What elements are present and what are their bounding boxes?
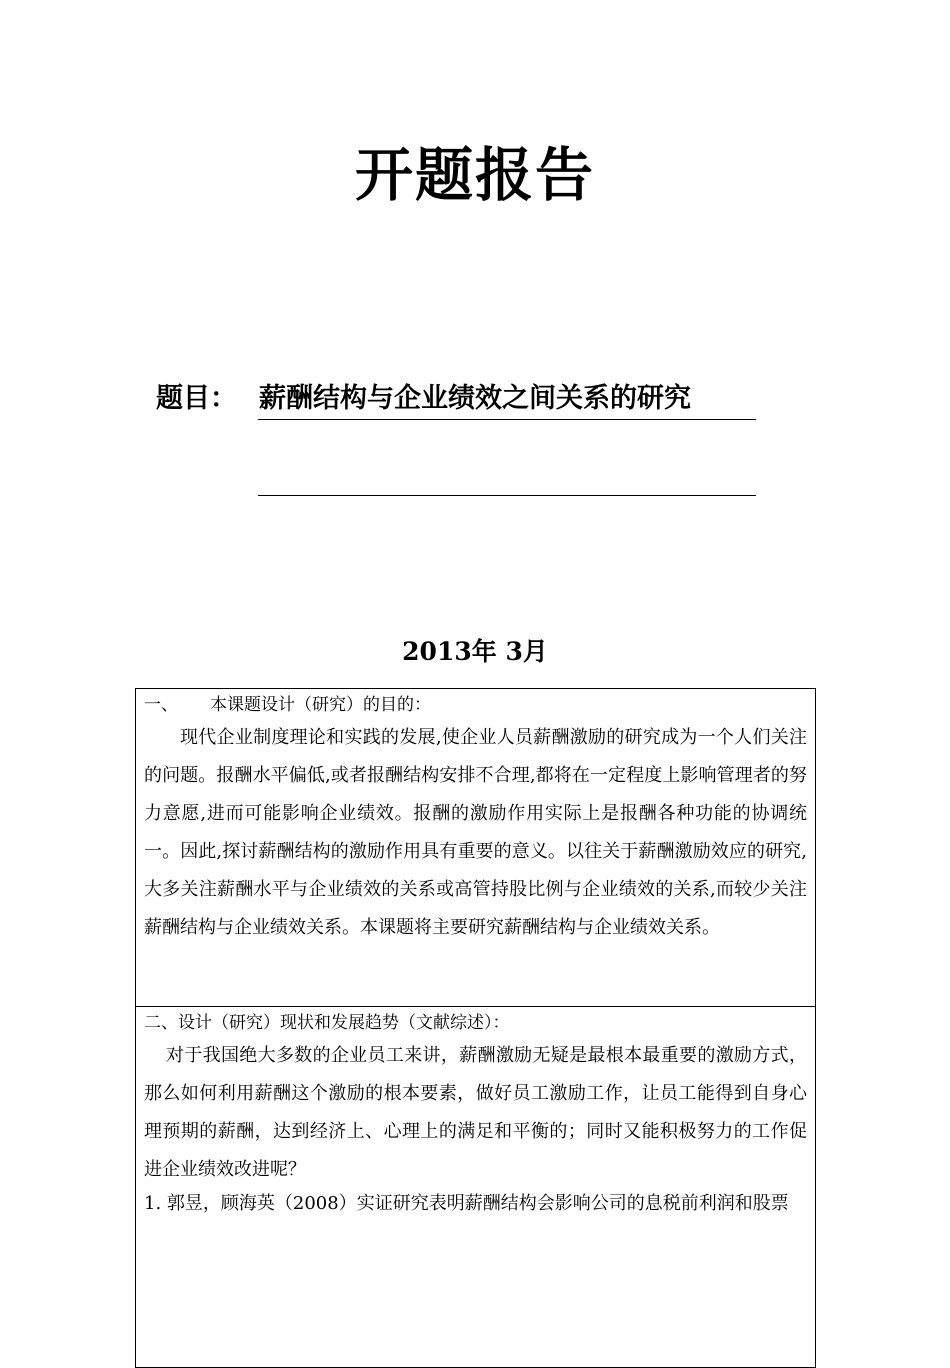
section-number: 一、 [144, 695, 178, 715]
purpose-heading [144, 691, 807, 719]
review-heading: 二、设计（研究）现状和发展趋势（文献综述）： [144, 1013, 510, 1033]
review-section [136, 1007, 815, 1367]
report-form-table [135, 688, 816, 1368]
page-title: 开题报告 [354, 141, 595, 209]
report-date: 2013年 3月 [402, 637, 548, 666]
purpose-section [136, 689, 815, 1007]
topic-underline [258, 419, 756, 420]
purpose-paragraph: 现代企业制度理论和实践的发展,使企业人员薪酬激励的研究成为一个人们关注的问题。报酬水平偏低,或者报酬结构安排不合理,都将在一定程度上影响管理者的努力意愿,进而可能影响企业绩效。报酬的激励作用实际上是报酬各种功能的协调统一。因此,探讨薪酬结构的激励作用具有重要的意义。以往关于薪酬激励效应的研究,大多关注薪酬水平与企业绩效的关系或高管持股比例与企业绩效的关系,而较少关注薪酬结构与企业绩效关系。本课题将主要研究薪酬结构与企业绩效关系。 [144, 727, 807, 938]
topic-label: 题目： [156, 383, 237, 414]
topic-underline-blank [258, 495, 756, 496]
review-paragraph: 对于我国绝大多数的企业员工来讲，薪酬激励无疑是最根本最重要的激励方式，那么如何利用薪酬这个激励的根本要素，做好员工激励工作，让员工能得到自身心理预期的薪酬，达到经济上、心理上的满足和平衡的；同时又能积极努力的工作促进企业绩效改进呢？ [144, 1045, 807, 1180]
topic-value: 薪酬结构与企业绩效之间关系的研究 [259, 383, 691, 414]
section-heading-text: 本课题设计（研究）的目的： [210, 695, 431, 715]
list-item: 1. 郭昱，顾海英（2008）实证研究表明薪酬结构会影响公司的息税前利润和股票 [144, 1193, 789, 1214]
